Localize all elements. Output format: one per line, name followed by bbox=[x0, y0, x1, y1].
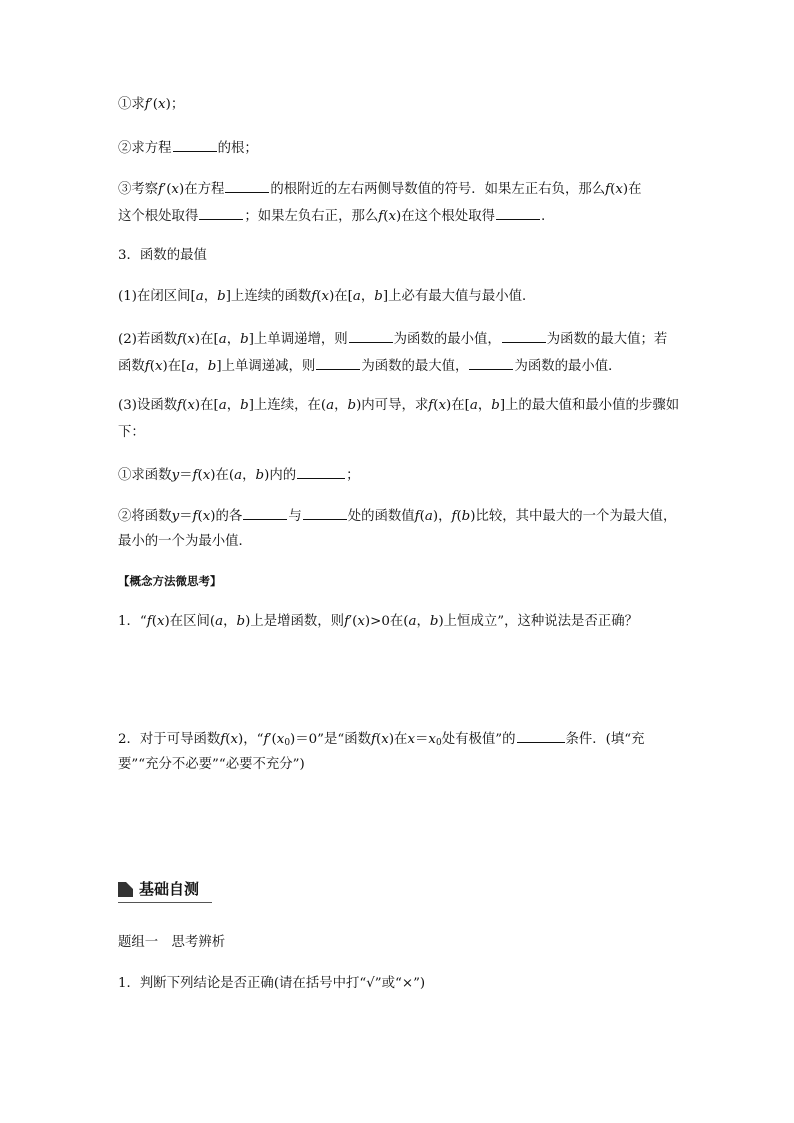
question-2: 2．对于可导函数f(x)，“$f'(x_0)=0$”是“函数f(x)在$x=x_0$处有极值”的 条件．(填“充 bbox=[118, 732, 645, 748]
step-solve-equation: ②求方程 的根； bbox=[118, 141, 258, 156]
rule-steps-intro-cont: 下： bbox=[118, 425, 145, 440]
answer-blank[interactable] bbox=[297, 466, 345, 479]
answer-blank[interactable] bbox=[517, 730, 565, 743]
section-label: 基础自测 bbox=[139, 880, 200, 898]
heading-extrema: 3．函数的最值 bbox=[118, 248, 207, 263]
section-heading bbox=[118, 880, 212, 903]
answer-blank[interactable] bbox=[199, 207, 243, 220]
answer-blank[interactable] bbox=[303, 507, 347, 520]
exercise-1: 1．判断下列结论是否正确(请在括号中打“√”或“×”) bbox=[118, 976, 426, 991]
answer-blank[interactable] bbox=[243, 507, 287, 520]
answer-blank[interactable] bbox=[496, 207, 540, 220]
step-compare-values-cont: 最小的一个为最小值． bbox=[118, 534, 252, 549]
answer-blank[interactable] bbox=[173, 139, 217, 152]
section-square-icon bbox=[118, 882, 133, 897]
section-tag: 【概念方法微思考】 bbox=[118, 574, 222, 588]
step-examine-sign: ③考察f′(x)在方程 的根附近的左右两侧导数值的符号．如果左正右负，那么f(x)在 bbox=[118, 182, 642, 197]
step-find-derivative: ①求f′(x)； bbox=[118, 97, 185, 112]
answer-blank[interactable] bbox=[502, 330, 546, 343]
rule-closed-interval: (1)在闭区间[a，b]上连续的函数f(x)在[a，b]上必有最大值与最小值． bbox=[118, 289, 536, 304]
answer-blank[interactable] bbox=[469, 357, 513, 370]
rule-monotonic-decrease: 函数f(x)在[a，b]上单调递减，则 为函数的最大值， 为函数的最小值． bbox=[118, 359, 622, 374]
group-heading: 题组一 思考辨析 bbox=[118, 935, 226, 950]
question-1: 1．“f(x)在区间(a，b)上是增函数，则f′(x)>0在(a，b)上恒成立”，这种说法是否正确？ bbox=[118, 614, 638, 629]
step-compare-values: ②将函数y＝f(x)的各 与 处的函数值f(a)，f(b)比较，其中最大的一个为最大值， bbox=[118, 509, 677, 524]
step-find-extrema: ①求函数y＝f(x)在(a，b)内的 ； bbox=[118, 468, 360, 483]
question-2-cont: 要”“充分不必要”“必要不充分”) bbox=[118, 757, 305, 772]
rule-monotonic-increase: (2)若函数f(x)在[a，b]上单调递增，则 为函数的最小值， 为函数的最大值；若 bbox=[118, 332, 668, 347]
answer-blank[interactable] bbox=[316, 357, 360, 370]
step-examine-sign-cont: 这个根处取得 ；如果左负右正，那么f(x)在这个根处取得 . bbox=[118, 209, 546, 224]
answer-blank[interactable] bbox=[349, 330, 393, 343]
answer-blank[interactable] bbox=[225, 180, 269, 193]
rule-steps-intro: (3)设函数f(x)在[a，b]上连续，在(a，b)内可导，求f(x)在[a，b]上的最大值和最小值的步骤如 bbox=[118, 398, 680, 413]
